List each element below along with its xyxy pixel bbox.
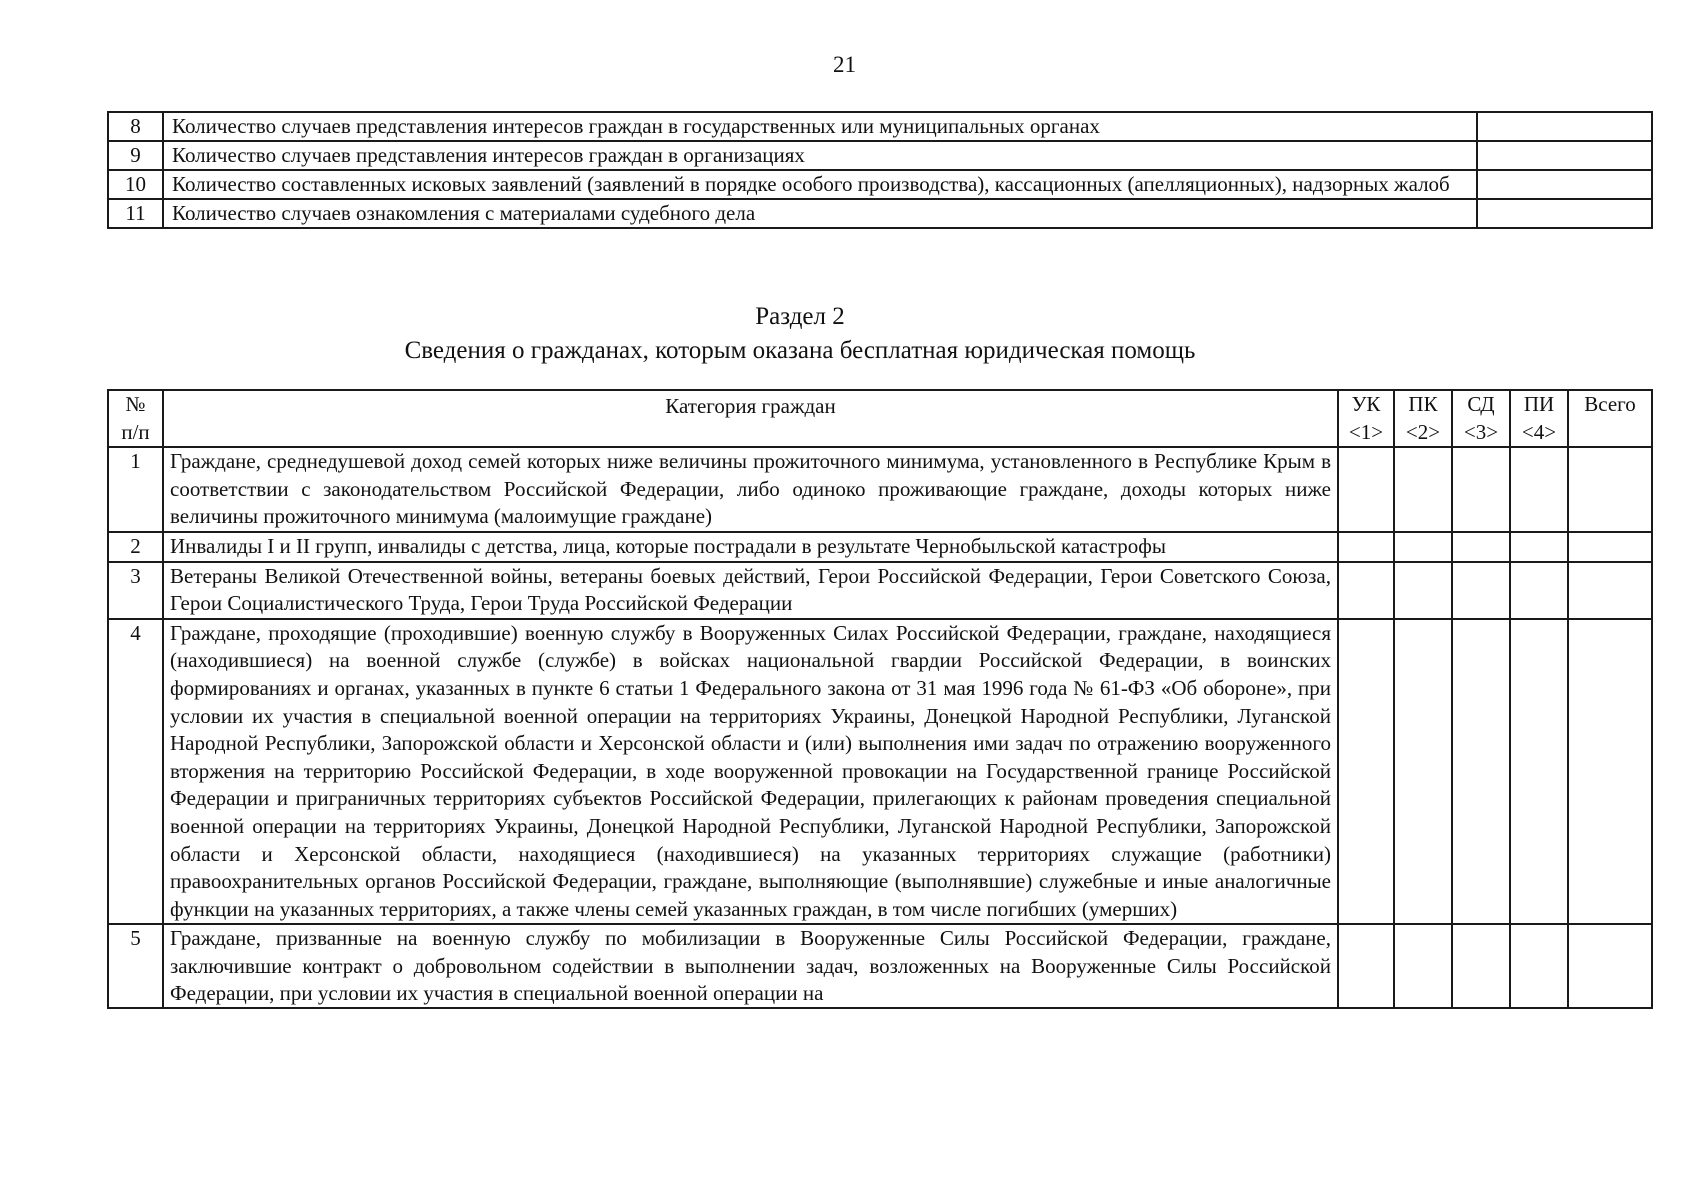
cell-pi xyxy=(1510,924,1568,1008)
header-pk xyxy=(1394,390,1452,447)
row-value-cell xyxy=(1477,112,1652,141)
cell-pk xyxy=(1394,447,1452,532)
table-row xyxy=(108,170,1652,199)
row-text: Количество составленных исковых заявлений (заявлений в порядке особого производства), кассационных (апелляционных), надзорных жалоб xyxy=(163,170,1477,199)
cell-uk xyxy=(1338,562,1394,619)
citizens-category-table xyxy=(107,389,1653,1009)
table-row xyxy=(108,112,1652,141)
cell-pi xyxy=(1510,562,1568,619)
cell-uk xyxy=(1338,619,1394,925)
row-number: 3 xyxy=(108,562,163,619)
cell-sd xyxy=(1452,619,1510,925)
cell-pk xyxy=(1394,532,1452,562)
header-pk-label: ПК xyxy=(1408,392,1438,416)
table-row xyxy=(108,619,1652,925)
cell-sd xyxy=(1452,532,1510,562)
row-value-cell xyxy=(1477,170,1652,199)
header-total: Всего xyxy=(1568,390,1652,447)
cell-total xyxy=(1568,924,1652,1008)
cell-pk xyxy=(1394,924,1452,1008)
header-number xyxy=(108,390,163,447)
row-number: 9 xyxy=(108,141,163,170)
cell-total xyxy=(1568,619,1652,925)
statistics-table-continued xyxy=(107,111,1653,229)
cell-pi xyxy=(1510,447,1568,532)
cell-pk xyxy=(1394,619,1452,925)
header-pi-note: <4> xyxy=(1521,419,1557,444)
row-value-cell xyxy=(1477,199,1652,228)
row-number: 10 xyxy=(108,170,163,199)
table-row xyxy=(108,532,1652,562)
cell-total xyxy=(1568,447,1652,532)
row-category-text: Граждане, призванные на военную службу по мобилизации в Вооруженные Силы Российской Федерации, граждане, заключившие контракт о добровольном содействии в выполнении задач, возложенных на Вооруженные Силы Российской Федерации, при условии их участия в специальной военной операции на xyxy=(170,926,1331,1006)
header-sd xyxy=(1452,390,1510,447)
row-number: 5 xyxy=(108,924,163,1008)
cell-sd xyxy=(1452,562,1510,619)
header-pi-label: ПИ xyxy=(1523,392,1555,416)
table-row xyxy=(108,447,1652,532)
header-uk xyxy=(1338,390,1394,447)
row-text: Количество случаев ознакомления с материалами судебного дела xyxy=(163,199,1477,228)
page-number: 21 xyxy=(833,52,856,77)
header-sd-label: СД xyxy=(1467,392,1495,416)
row-text: Количество случаев представления интересов граждан в государственных или муниципальных органах xyxy=(163,112,1477,141)
row-category-cell xyxy=(163,924,1338,1008)
header-pi xyxy=(1510,390,1568,447)
cell-pk xyxy=(1394,562,1452,619)
table-row xyxy=(108,924,1652,1008)
row-value-cell xyxy=(1477,141,1652,170)
section-title: Раздел 2 xyxy=(755,303,845,330)
header-uk-label: УК xyxy=(1351,392,1381,416)
cell-total xyxy=(1568,532,1652,562)
row-number: 1 xyxy=(108,447,163,532)
cell-uk xyxy=(1338,924,1394,1008)
cell-pi xyxy=(1510,619,1568,925)
table-row xyxy=(108,562,1652,619)
cell-total xyxy=(1568,562,1652,619)
row-number: 4 xyxy=(108,619,163,925)
section-heading xyxy=(0,300,1600,368)
header-category: Категория граждан xyxy=(163,390,1338,447)
row-number: 8 xyxy=(108,112,163,141)
cell-uk xyxy=(1338,447,1394,532)
cell-uk xyxy=(1338,532,1394,562)
table-row xyxy=(108,141,1652,170)
header-pk-note: <2> xyxy=(1405,419,1441,444)
row-number: 2 xyxy=(108,532,163,562)
row-category-text: Ветераны Великой Отечественной войны, ветераны боевых действий, Герои Российской Федерации, Герои Советского Союза, Герои Социалистического Труда, Герои Труда Российской Федерации xyxy=(163,562,1338,619)
cell-sd xyxy=(1452,447,1510,532)
header-sd-note: <3> xyxy=(1463,419,1499,444)
table-header-row xyxy=(108,390,1652,447)
section-subtitle: Сведения о гражданах, которым оказана бесплатная юридическая помощь xyxy=(404,337,1196,364)
cell-pi xyxy=(1510,532,1568,562)
table-row xyxy=(108,199,1652,228)
row-number: 11 xyxy=(108,199,163,228)
header-number-symbol: № xyxy=(125,392,146,416)
header-uk-note: <1> xyxy=(1348,419,1384,444)
row-category-text: Инвалиды I и II групп, инвалиды с детства, лица, которые пострадали в результате Чернобыльской катастрофы xyxy=(163,532,1338,562)
header-number-abbr: п/п xyxy=(121,419,150,444)
row-text: Количество случаев представления интересов граждан в организациях xyxy=(163,141,1477,170)
row-category-text: Граждане, проходящие (проходившие) военную службу в Вооруженных Силах Российской Федерации, граждане, находящиеся (находившиеся) на военной службе (службе) в войсках национальной гвардии Российской Федерации, в воинских формированиях и органах, указанных в пункте 6 статьи 1 Федерального закона от 31 мая 1996 года № 61-ФЗ «Об обороне», при условии их участия в специальной военной операции на территориях Украины, Донецкой Народной Республики, Луганской Народной Республики, Запорожской области и Херсонской области и (или) выполнения ими задач по отражению вооруженного вторжения на территорию Российской Федерации, в ходе вооруженной провокации на Государственной границе Российской Федерации и приграничных территориях субъектов Российской Федерации, прилегающих к районам проведения специальной военной операции на территориях Украины, Донецкой Народной Республики, Луганской Народной Республики, Запорожской области и Херсонской области, находящиеся (находившиеся) на указанных территориях служащие (работники) правоохранительных органов Российской Федерации, граждане, выполняющие (выполнявшие) служебные и иные аналогичные функции на указанных территориях, а также члены семей указанных граждан, в том числе погибших (умерших) xyxy=(163,619,1338,925)
cell-sd xyxy=(1452,924,1510,1008)
row-category-text: Граждане, среднедушевой доход семей которых ниже величины прожиточного минимума, установленного в Республике Крым в соответствии с законодательством Российской Федерации, либо одиноко проживающие граждане, доходы которых ниже величины прожиточного минимума (малоимущие граждане) xyxy=(163,447,1338,532)
